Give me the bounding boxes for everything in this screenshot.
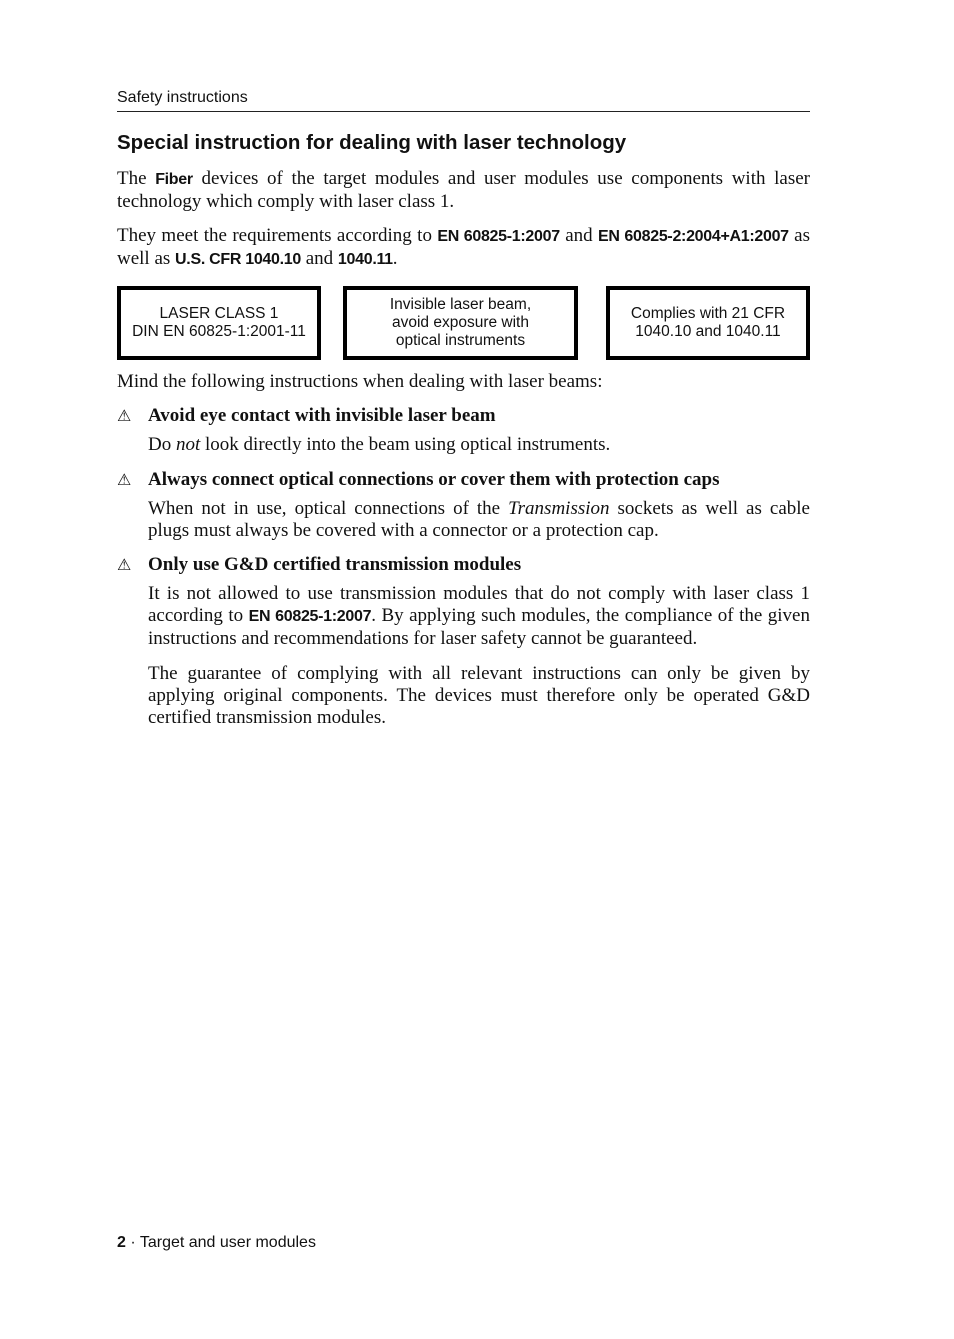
running-head: Safety instructions <box>117 89 810 112</box>
page-footer: 2 · Target and user modules <box>117 1234 316 1251</box>
page-number: 2 <box>117 1234 126 1251</box>
cfr-compliance-label: Complies with 21 CFR 1040.10 and 1040.11 <box>606 286 810 360</box>
standard-code: U.S. CFR 1040.10 <box>175 251 301 268</box>
warning-icon: ⚠ <box>117 470 132 489</box>
instruction-item <box>117 554 810 729</box>
product-name: Fiber <box>155 171 193 188</box>
instruction-text: Do not look directly into the beam using optical instruments. <box>148 434 611 455</box>
standard-code: 1040.11 <box>337 251 393 268</box>
standard-code: EN 60825-1:2007 <box>248 608 372 625</box>
instruction-heading: Avoid eye contact with invisible laser beam <box>148 405 496 426</box>
instruction-heading: Always connect optical connections or cover them with protection caps <box>148 469 720 490</box>
instruction-item <box>117 469 810 542</box>
warning-icon: ⚠ <box>117 406 132 425</box>
footer-section: Target and user modules <box>139 1234 316 1251</box>
instruction-text: It is not allowed to use transmission modules that do not comply with laser class 1 according to EN 60825-1:2007. By applying such modules, the compliance of the given instructions and recommendations for laser safety cannot be guaranteed. <box>148 583 810 649</box>
instruction-heading: Only use G&D certified transmission modules <box>148 554 522 575</box>
standard-code: EN 60825-1:2007 <box>437 228 560 245</box>
laser-class-label: LASER CLASS 1 DIN EN 60825-1:2001-11 <box>117 286 321 360</box>
instruction-text: When not in use, optical connections of the Transmission sockets as well as cable plugs must always be covered with a connector or a protection cap. <box>148 498 810 541</box>
paragraph-standards: They meet the requirements according to EN 60825-1:2007 and EN 60825-2:2004+A1:2007 as well as U.S. CFR 1040.10 and 1040.11. <box>117 225 810 269</box>
instruction-text: The guarantee of complying with all relevant instructions can only be given by applying original components. The devices must therefore only be operated G&D certified transmission modules. <box>148 663 810 728</box>
instruction-item <box>117 405 810 456</box>
warning-icon: ⚠ <box>117 555 132 574</box>
paragraph-intro: Mind the following instructions when dealing with laser beams: <box>117 371 603 392</box>
laser-warning-label: Invisible laser beam, avoid exposure with optical instruments <box>343 286 578 360</box>
section-title: Special instruction for dealing with laser technology <box>117 131 627 154</box>
paragraph-fiber-devices: The Fiber devices of the target modules and user modules use components with laser technology which comply with laser class 1. <box>117 168 810 212</box>
laser-labels <box>117 286 810 360</box>
standard-code: EN 60825-2:2004+A1:2007 <box>598 228 789 245</box>
